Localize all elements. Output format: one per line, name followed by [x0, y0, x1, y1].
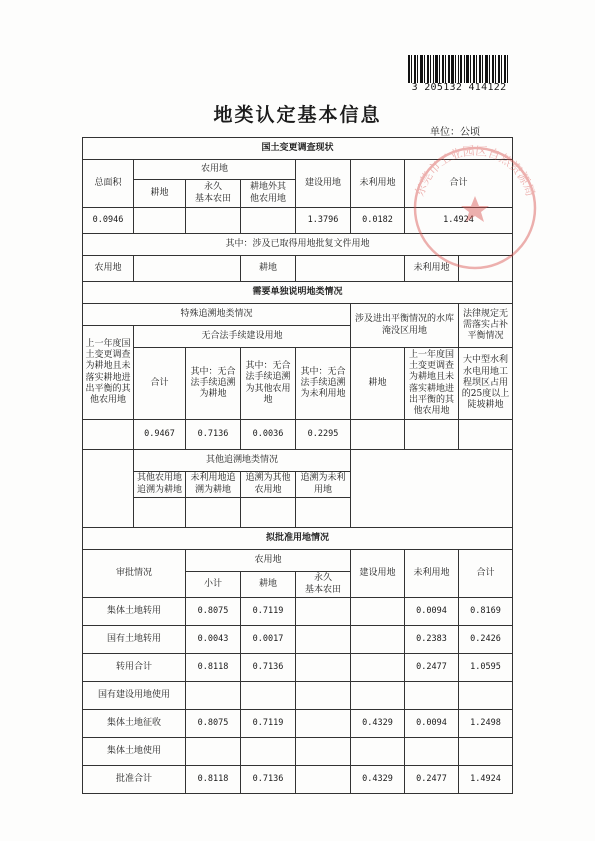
prev-year-value	[83, 420, 134, 450]
plan-row-subtotal: 0.8075	[186, 710, 241, 738]
other-to-arable-label: 其他农用地追溯为耕地	[134, 472, 186, 498]
plan-row-construction	[351, 682, 405, 710]
survey-col-total: 合计	[405, 160, 513, 208]
plan-perm-header: 永久 基本农田	[296, 572, 351, 598]
approved-arable-label: 耕地	[241, 256, 296, 282]
plan-row-total: 1.2498	[459, 710, 513, 738]
to-other-agri-label: 追溯为其他农用地	[241, 472, 296, 498]
plan-row-label: 集体土地征收	[83, 710, 186, 738]
plan-row-arable: 0.7119	[241, 710, 296, 738]
survey-total-value: 1.4924	[405, 208, 513, 234]
plan-row-total	[459, 738, 513, 766]
plan-row-perm	[296, 654, 351, 682]
plan-row-unused: 0.2477	[405, 654, 459, 682]
plan-row-subtotal: 0.8075	[186, 598, 241, 626]
survey-col-arable: 耕地	[134, 180, 186, 208]
section-plan-header: 拟批准用地情况	[83, 528, 513, 550]
survey-unused-value: 0.0182	[351, 208, 405, 234]
reservoir-prev-year-value	[405, 420, 459, 450]
plan-row-perm	[296, 766, 351, 794]
no-procedure-other-agri-label: 其中：无合法手续追溯为其他农用地	[241, 348, 296, 420]
barcode-number: 3 205132 414122	[411, 82, 507, 93]
document-title: 地类认定基本信息	[213, 104, 382, 126]
approved-arable-value	[296, 256, 405, 282]
survey-arable-value	[134, 208, 186, 234]
unused-to-arable-label: 未利用地追溯为耕地	[186, 472, 241, 498]
survey-col-total-area: 总面积	[83, 160, 134, 208]
survey-perm-farmland-value	[186, 208, 241, 234]
to-unused-label: 追溯为未利用地	[296, 472, 351, 498]
survey-col-construction: 建设用地	[296, 160, 351, 208]
no-procedure-header: 无合法手续建设用地	[134, 326, 351, 348]
approved-sub-header: 其中：涉及已取得用地批复文件用地	[83, 234, 513, 256]
section-special-header: 需要单独说明地类情况	[83, 282, 513, 304]
survey-col-other-agri: 耕地外其 他农用地	[241, 180, 296, 208]
survey-other-agri-value	[241, 208, 296, 234]
barcode	[408, 55, 508, 83]
plan-row-unused: 0.0094	[405, 598, 459, 626]
plan-row-perm	[296, 682, 351, 710]
plan-row-perm	[296, 626, 351, 654]
plan-row-total: 1.0595	[459, 654, 513, 682]
plan-row-arable: 0.0017	[241, 626, 296, 654]
no-procedure-unused-value: 0.2295	[296, 420, 351, 450]
unused-to-arable-value	[186, 498, 241, 528]
section-survey-header: 国土变更调查现状	[83, 138, 513, 160]
to-other-agri-value	[241, 498, 296, 528]
approved-agri-label: 农用地	[83, 256, 134, 282]
plan-subtotal-header: 小计	[186, 572, 241, 598]
approved-unused-label: 未利用地	[405, 256, 459, 282]
plan-row-total: 0.8169	[459, 598, 513, 626]
other-trace-right-blank	[351, 450, 513, 528]
plan-row-subtotal	[186, 682, 241, 710]
plan-row-unused: 0.2383	[405, 626, 459, 654]
no-procedure-arable-value: 0.7136	[186, 420, 241, 450]
plan-row-perm	[296, 598, 351, 626]
plan-row-arable: 0.7119	[241, 598, 296, 626]
legal-detail-label: 大中型水利水电用地工程坝区占用的25度以上陡坡耕地	[459, 348, 513, 420]
special-trace-header: 特殊追溯地类情况	[83, 304, 351, 326]
plan-unused-header: 未利用地	[405, 550, 459, 598]
approved-agri-value	[134, 256, 241, 282]
survey-total-area-value: 0.0946	[83, 208, 134, 234]
survey-col-agri: 农用地	[134, 160, 296, 180]
no-procedure-unused-label: 其中：无合法手续追溯为未利用地	[296, 348, 351, 420]
plan-row-construction: 0.4329	[351, 710, 405, 738]
survey-col-unused: 未利用地	[351, 160, 405, 208]
plan-row-construction	[351, 738, 405, 766]
plan-row-perm	[296, 710, 351, 738]
no-procedure-total-label: 合计	[134, 348, 186, 420]
plan-row-subtotal: 0.8118	[186, 766, 241, 794]
plan-row-label: 转用合计	[83, 654, 186, 682]
plan-row-unused	[405, 682, 459, 710]
seal-text: 东莞市工业园区自然资源局	[412, 143, 538, 198]
other-to-arable-value	[134, 498, 186, 528]
no-procedure-other-agri-value: 0.0036	[241, 420, 296, 450]
no-procedure-arable-label: 其中：无合法手续追溯为耕地	[186, 348, 241, 420]
plan-row-unused	[405, 738, 459, 766]
other-trace-spacer	[83, 450, 134, 528]
reservoir-arable-value	[351, 420, 405, 450]
plan-construction-header: 建设用地	[351, 550, 405, 598]
plan-row-label: 批准合计	[83, 766, 186, 794]
plan-agri-header: 农用地	[186, 550, 351, 572]
prev-year-column-header: 上一年度国土变更调查为耕地且未落实耕地进出平衡的其他农用地	[83, 326, 134, 420]
plan-row-label: 集体土地转用	[83, 598, 186, 626]
plan-row-subtotal: 0.8118	[186, 654, 241, 682]
plan-arable-header: 耕地	[241, 572, 296, 598]
no-procedure-total-value: 0.9467	[134, 420, 186, 450]
approved-unused-value	[459, 256, 513, 282]
legal-header: 法律规定无需落实占补平衡情况	[459, 304, 513, 348]
to-unused-value	[296, 498, 351, 528]
plan-row-unused: 0.2477	[405, 766, 459, 794]
plan-row-total: 0.2426	[459, 626, 513, 654]
plan-row-arable	[241, 682, 296, 710]
plan-row-subtotal	[186, 738, 241, 766]
plan-row-unused: 0.0094	[405, 710, 459, 738]
plan-row-construction	[351, 626, 405, 654]
unit-label: 单位：公顷	[430, 127, 480, 138]
plan-row-construction: 0.4329	[351, 766, 405, 794]
plan-row-label: 集体土地使用	[83, 738, 186, 766]
land-classification-table	[82, 137, 513, 794]
legal-detail-value	[459, 420, 513, 450]
survey-col-perm-farmland: 永久 基本农田	[186, 180, 241, 208]
plan-row-arable: 0.7136	[241, 766, 296, 794]
plan-review-header: 审批情况	[83, 550, 186, 598]
plan-row-arable: 0.7136	[241, 654, 296, 682]
plan-row-total	[459, 682, 513, 710]
reservoir-arable-label: 耕地	[351, 348, 405, 420]
plan-row-label: 国有建设用地使用	[83, 682, 186, 710]
plan-row-construction	[351, 654, 405, 682]
plan-row-total: 1.4924	[459, 766, 513, 794]
reservoir-prev-year-label: 上一年度国土变更调查为耕地且未落实耕地进出平衡的其他农用地	[405, 348, 459, 420]
reservoir-header: 涉及进出平衡情况的水库淹没区用地	[351, 304, 459, 348]
plan-row-perm	[296, 738, 351, 766]
plan-row-subtotal: 0.0043	[186, 626, 241, 654]
other-trace-header: 其他追溯地类情况	[134, 450, 351, 472]
plan-row-construction	[351, 598, 405, 626]
plan-row-arable	[241, 738, 296, 766]
plan-total-header: 合计	[459, 550, 513, 598]
plan-row-label: 国有土地转用	[83, 626, 186, 654]
survey-construction-value: 1.3796	[296, 208, 351, 234]
